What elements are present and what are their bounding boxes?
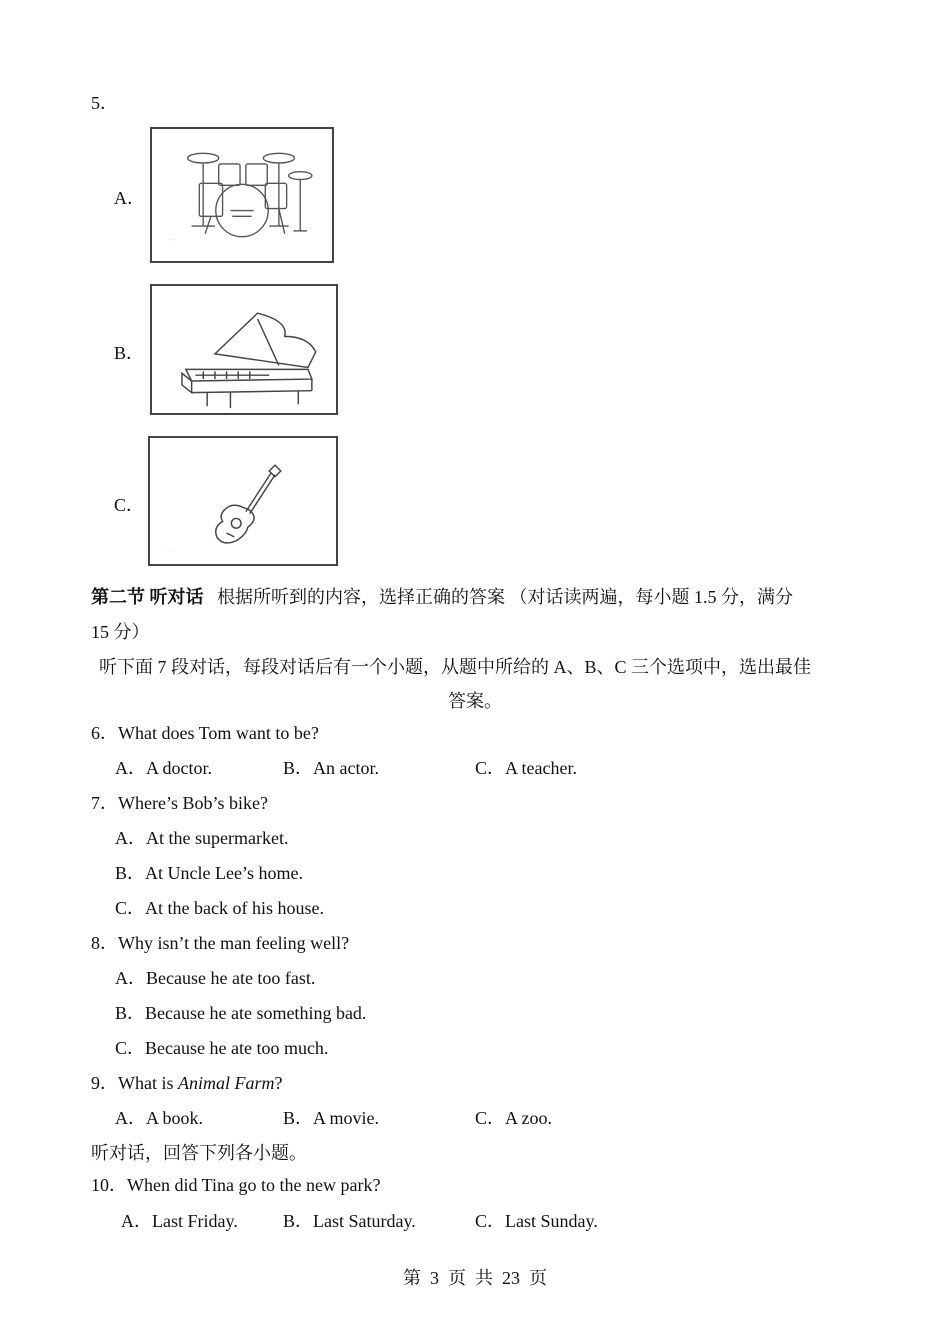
q5-option-b-label: B．	[114, 343, 145, 363]
q6-option-a[interactable]: A．A doctor.	[115, 758, 212, 778]
q8-option-b[interactable]: B．Because he ate something bad.	[115, 1003, 367, 1023]
q9-stem-title: Animal Farm	[178, 1073, 275, 1093]
q8-option-c[interactable]: C．Because he ate too much.	[115, 1038, 329, 1058]
q7-option-b[interactable]: B．At Uncle Lee’s home.	[115, 863, 303, 883]
question-9-stem	[91, 1072, 283, 1094]
grand-piano-icon	[152, 286, 336, 413]
q5-option-c-image[interactable]	[148, 436, 338, 566]
q9-option-a[interactable]: A．A book.	[115, 1108, 204, 1128]
section-2-instructions	[91, 586, 793, 608]
page-footer: 第 3 页 共 23 页	[403, 1268, 547, 1288]
q5-option-b-image[interactable]	[150, 284, 338, 415]
q5-option-a-label: A．	[114, 188, 145, 208]
q10-option-a[interactable]: A．Last Friday.	[121, 1211, 238, 1231]
section-2-directions-line2: 答案。	[448, 691, 502, 711]
section-2-heading: 第二节 听对话	[91, 587, 204, 607]
question-6-stem: 6．What does Tom want to be?	[91, 723, 319, 743]
q5-option-c-label: C．	[114, 495, 145, 515]
q10-option-b[interactable]: B．Last Saturday.	[283, 1211, 416, 1231]
listen-prompt: 听对话，回答下列各小题。	[91, 1143, 307, 1163]
drum-kit-icon	[152, 129, 332, 261]
q7-option-c[interactable]: C．At the back of his house.	[115, 898, 324, 918]
q7-option-a[interactable]: A．At the supermarket.	[115, 828, 289, 848]
q5-option-a-image[interactable]	[150, 127, 334, 263]
q6-option-b[interactable]: B．An actor.	[283, 758, 379, 778]
question-8-stem: 8．Why isn’t the man feeling well?	[91, 933, 350, 953]
q9-stem-suffix: ?	[274, 1073, 283, 1093]
q8-option-a[interactable]: A．Because he ate too fast.	[115, 968, 316, 988]
svg-text:· · ·: · · ·	[166, 549, 175, 555]
question-7-stem: 7．Where’s Bob’s bike?	[91, 793, 268, 813]
section-2-instruction-line2: 15 分）	[91, 622, 150, 642]
acoustic-guitar-icon	[150, 438, 336, 564]
q9-option-b[interactable]: B．A movie.	[283, 1108, 380, 1128]
section-2-instruction-line1: 根据所听到的内容，选择正确的答案 （对话读两遍，每小题 1.5 分，满分	[217, 587, 793, 607]
svg-text:· · ·: · · ·	[168, 237, 176, 244]
section-2-directions-line1: 听下面 7 段对话，每段对话后有一个小题，从题中所给的 A、B、C 三个选项中，选出最佳	[99, 657, 812, 677]
question-10-stem: 10．When did Tina go to the new park?	[91, 1175, 381, 1195]
question-5-number: 5．	[91, 93, 118, 113]
q9-stem-prefix: 9．What is	[91, 1073, 178, 1093]
q6-option-c[interactable]: C．A teacher.	[475, 758, 577, 778]
q10-option-c[interactable]: C．Last Sunday.	[475, 1211, 598, 1231]
q9-option-c[interactable]: C．A zoo.	[475, 1108, 553, 1128]
